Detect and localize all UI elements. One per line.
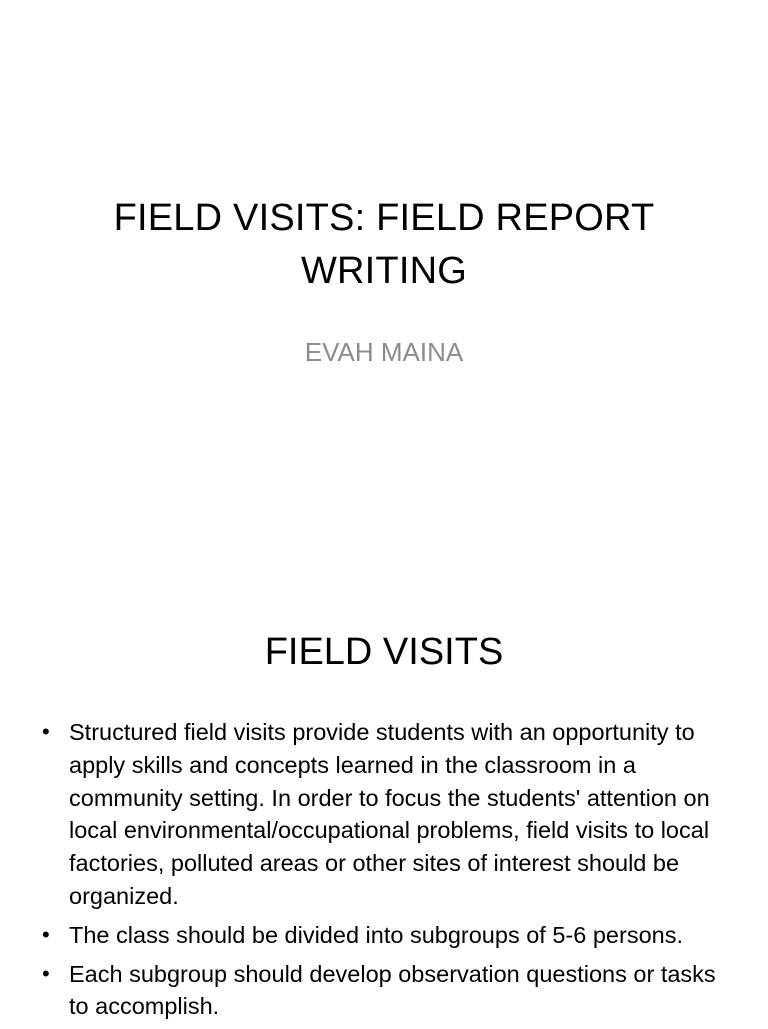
- bullet-text: Structured field visits provide students with an opportunity to apply skills and concepts learned in the classroom in a community setting. In order to focus the students' attention on local environmental/occupational problems, field visits to local factories, polluted areas or other sites of interest should be organized.: [69, 719, 710, 909]
- bullet-dot-icon: •: [42, 960, 50, 986]
- bullet-item: [40, 919, 740, 952]
- content-slide-title: FIELD VISITS: [264, 631, 504, 673]
- bullet-dot-icon: •: [42, 921, 50, 947]
- bullet-text: Each subgroup should develop observation questions or tasks to accomplish.: [69, 960, 716, 1020]
- slide-subtitle-author: EVAH MAINA: [304, 337, 464, 367]
- bullet-item: [40, 716, 740, 913]
- content-slide: [0, 576, 768, 1024]
- bullet-text: The class should be divided into subgroups of 5-6 persons.: [69, 921, 683, 948]
- bullet-dot-icon: •: [42, 719, 50, 744]
- slide-title: FIELD VISITS: FIELD REPORT WRITING: [113, 197, 655, 292]
- bullet-item: [40, 958, 740, 1024]
- bullet-list: [40, 716, 740, 1029]
